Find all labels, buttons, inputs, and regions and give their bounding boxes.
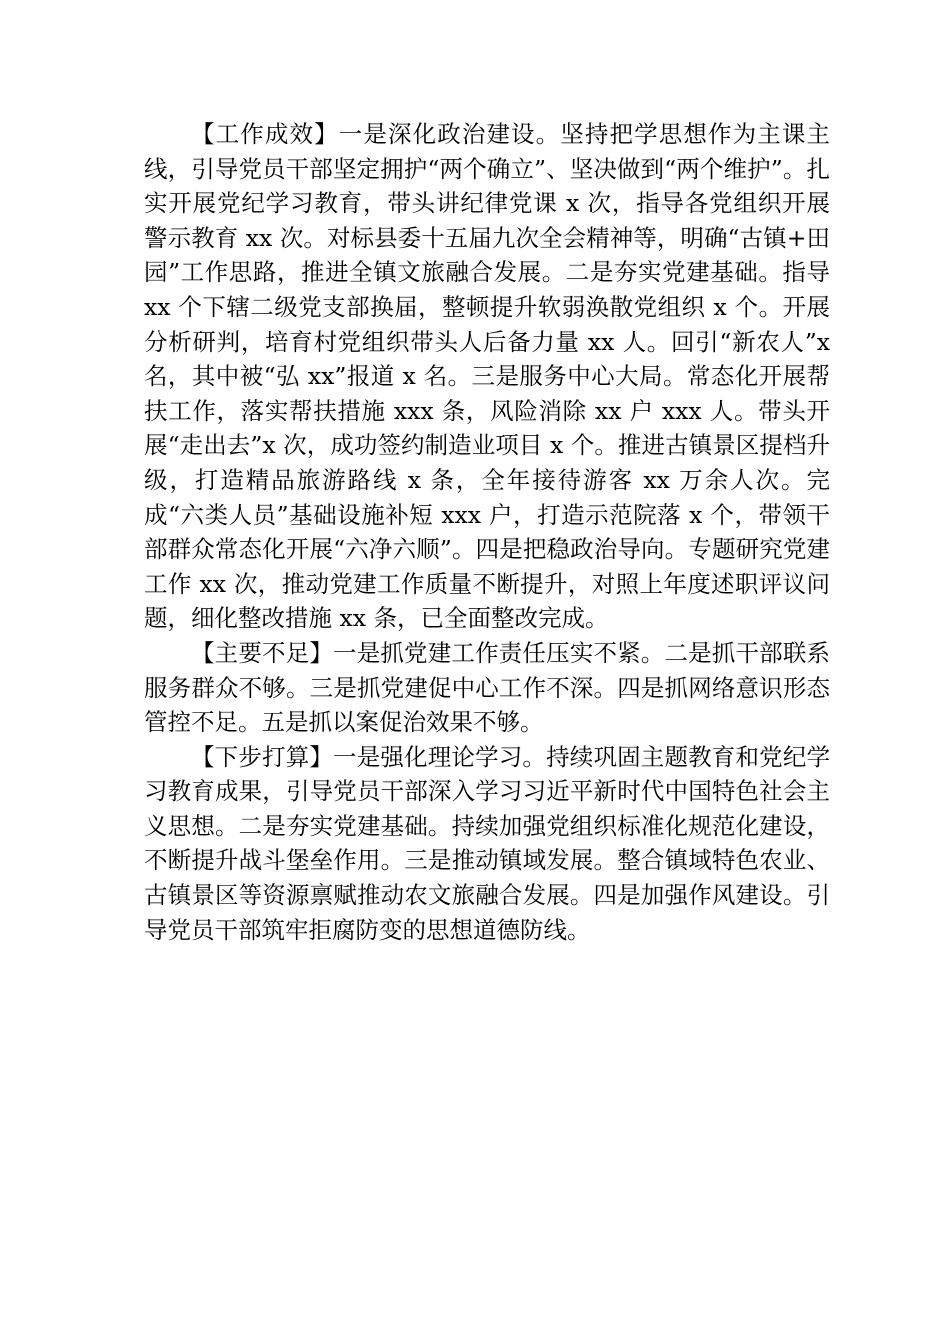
paragraph-next-steps: 【下步打算】一是强化理论学习。持续巩固主题教育和党纪学习教育成果，引导党员干部深入学习习近平新时代中国特色社会主义思想。二是夯实党建基础。持续加强党组织标准化规范化建设，不断提升战斗堡垒作用。三是推动镇域发展。整合镇域特色农业、古镇景区等资源禀赋推动农文旅融合发展。四是加强作风建设。引导党员干部筑牢拒腐防变的思想道德防线。 [144,742,830,944]
paragraph-main-shortcomings: 【主要不足】一是抓党建工作责任压实不紧。二是抓干部联系服务群众不够。三是抓党建促中心工作不深。四是抓网络意识形态管控不足。五是抓以案促治效果不够。 [144,638,830,737]
document-body [144,117,830,947]
paragraph-work-results: 【工作成效】一是深化政治建设。坚持把学思想作为主课主线，引导党员干部坚定拥护“两个确立”、坚决做到“两个维护”。扎实开展党纪学习教育，带头讲纪律党课 x 次，指导各党组织开展警示教育 xx 次。对标县委十五届九次全会精神等，明确“古镇+田园”工作思路，推进全镇文旅融合发展。二是夯实党建基础。指导 xx 个下辖二级党支部换届，整顿提升软弱涣散党组织 x 个。开展分析研判，培育村党组织带头人后备力量 xx 人。回引“新农人”x 名，其中被“弘 xx”报道 x 名。三是服务中心大局。常态化开展帮扶工作，落实帮扶措施 xxx 条，风险消除 xx 户 xxx 人。带头开展“走出去”x 次，成功签约制造业项目 x 个。推进古镇景区提档升级，打造精品旅游路线 x 条，全年接待游客 xx 万余人次。完成“六类人员”基础设施补短 xxx 户，打造示范院落 x 个，带领干部群众常态化开展“六净六顺”。四是把稳政治导向。专题研究党建工作 xx 次，推动党建工作质量不断提升，对照上年度述职评议问题，细化整改措施 xx 条，已全面整改完成。 [144,120,830,633]
